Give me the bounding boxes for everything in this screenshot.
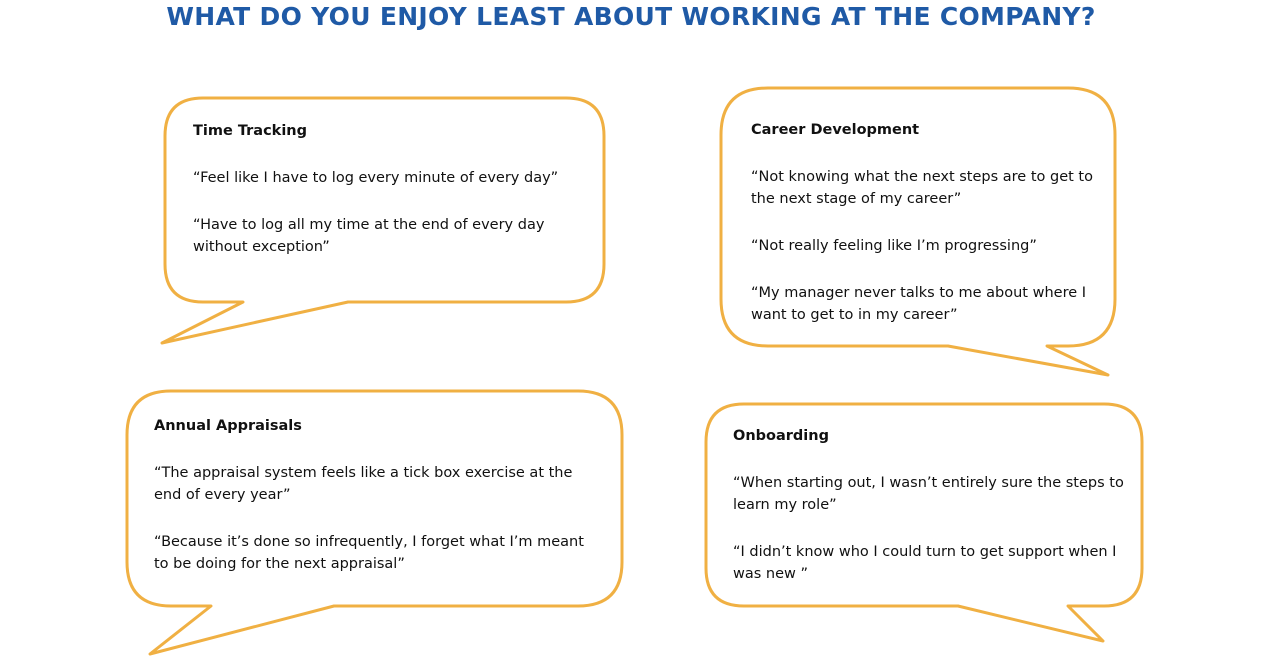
bubble-heading: Career Development bbox=[751, 122, 920, 138]
quote: “Have to log all my time at the end of every day without exception” bbox=[193, 217, 545, 255]
quote: “Not really feeling like I’m progressing” bbox=[751, 238, 1037, 254]
quote: “Because it’s done so infrequently, I forget what I’m meant to be doing for the next appraisal” bbox=[154, 534, 584, 572]
quote: “Feel like I have to log every minute of every day” bbox=[193, 170, 559, 186]
bubble-time-tracking bbox=[193, 120, 578, 283]
quote: “When starting out, I wasn’t entirely sure the steps to learn my role” bbox=[733, 475, 1124, 513]
quote: “Not knowing what the next steps are to get to the next stage of my career” bbox=[751, 169, 1093, 207]
bubble-heading: Time Tracking bbox=[193, 123, 307, 139]
bubble-career-development bbox=[751, 119, 1101, 351]
bubble-onboarding bbox=[733, 425, 1128, 610]
bubble-heading: Annual Appraisals bbox=[154, 418, 302, 434]
bubble-annual-appraisals bbox=[154, 415, 589, 600]
quote: “The appraisal system feels like a tick box exercise at the end of every year” bbox=[154, 465, 573, 503]
bubble-heading: Onboarding bbox=[733, 428, 829, 444]
quote: “I didn’t know who I could turn to get support when I was new ” bbox=[733, 544, 1117, 582]
page-title: WHAT DO YOU ENJOY LEAST ABOUT WORKING AT THE COMPANY? bbox=[166, 2, 1096, 31]
quote: “My manager never talks to me about where I want to get to in my career” bbox=[751, 285, 1087, 323]
